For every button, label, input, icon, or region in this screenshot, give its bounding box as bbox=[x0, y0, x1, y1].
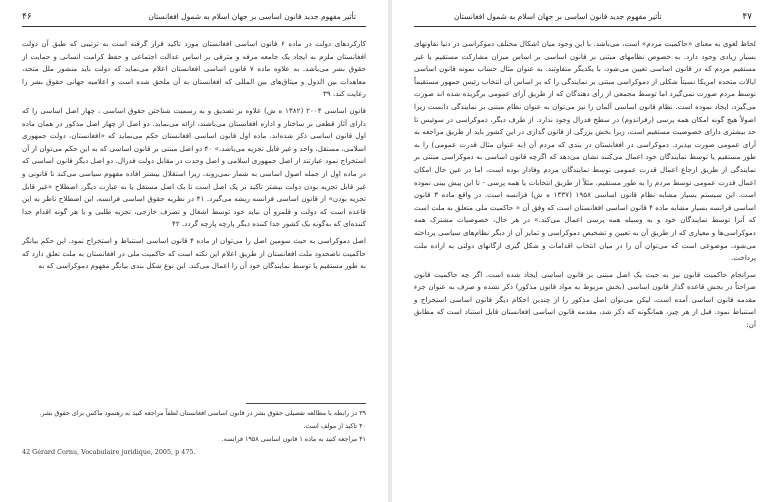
right-body-text bbox=[414, 38, 756, 336]
left-body-text bbox=[22, 38, 366, 277]
right-page-header bbox=[392, 11, 782, 23]
left-header-rule bbox=[22, 26, 366, 27]
left-page-number: ۴۶ bbox=[22, 12, 32, 22]
footnote-39: ۳۹ در رابطه با مطالعه تفصیلی حقوق بشر در قانون اساسی افغانستان لطفاً مراجعه کنید به رهنمود ماکس برای حقوق بشر. bbox=[39, 409, 366, 417]
left-footnotes bbox=[22, 408, 366, 460]
right-header-title: تأثیر مفهوم جدید قانون اساسی بر جهان اسلام به شمول افغانستان bbox=[454, 12, 662, 21]
right-page-number: ۴۷ bbox=[742, 12, 752, 22]
footnote-41: ۴۱ مراجعه کنید به ماده ۱ قانون اساسی ۱۹۵۸ فرانسه. bbox=[221, 435, 366, 443]
left-paragraph-2: قانون اساسی ۲۰۰۴ (۱۳۸۲ ه ش) علاوه بر تصدیق و به رسمیت شناختن حقوق اساسی ، چهار اصل اساسی را که دارای آثار قطعی بر ساختار و اداره افغانستان می‌باشند، ارائه می‌نماید. دو اصل از چهار اصل مذکور در همان ماده اول قانون اساسی ذکر شده‌اند. ماده اول قانون اساسی افغانستان حکم می‌نماید که «افغانستان، دولت جمهوری اسلامی، مستقل، واحد و غیر قابل تجزیه می‌باشد.» ۴۰ دو اصل مبتنی بر قانون اساسی که به این حکم می‌توان از آن استخراج نمود عبارتند از اصل جمهوری اسلامی و اصل وحدت در مقابل دولت فدرال. دو اصل دیگر قانون اساسی که در ماده اول از جمله اصول اساسی به شمار نمی‌روند، زیرا استقلال بیشتر افاده مفهوم سیاسی می‌کند تا قانونی و غیر قابل تجزیه بودن دولت بیشتر تاکید بر یک اصل است تا یک اصل مستقل یا به عبارت دیگر، اصطلاح «غیر قابل تجزیه بودن» از قانون اساسی فرانسه ریشه می‌گیرد. ۴۱ در نظریه حقوق اساسی فرانسه، این اصطلاح ناظر به این قاعده است که دولت و قلمرو آن نباید خود توسط اشغال و تصرف خارجی، تجزیه طلبی و یا هر گونه اقدام جدا کننده‌ای که به‌گونه یک کشور جدا کننده دیگر پارچه پارچه گردد. ۴۲ bbox=[22, 105, 367, 229]
left-page bbox=[0, 0, 388, 502]
right-paragraph-1: لحاظ لغوی به معنای «حاکمیت مردم» است، می‌باشد. با این وجود میان اشکال مختلف دموکراسی در دنیا تفاوتهای بسیار زیادی وجود دارد. به خصوص نظامهای مبتنی بر قانون اساسی بر اساس میزان مشارکت مستقیم یا غیر مستقیم مردم که در قانون اساسی تعیین می‌شود، با یکدیگر متفاوتند. به عنوان مثال حساب نمونه قانون اساسی ایالات متحده امریکا نسبتاً شکلی از دموکراسی مبتنی بر نمایندگی را که بر اساس آن انتخاب رئیس جمهور مستقیماً توسط مردم صورت نمی‌گیرد اما توسط مجمعی از رأی دهندگان که از طریق آرای عمومی برگزیده شده اند صورت می‌گیرد، ایجاد نموده است. نظام قانون اساسی آلمان را نیز می‌توان به عنوان نظام مبتنی بر نمایندگی دانست زیرا اصولاً هیچ گونه امکان همه پرسی (رفراندوم) در سطح فدرال وجود ندارد. از طرف دیگر، دموکراسی در سوئیس تا حد بیشتری دارای خصوصیت مستقیم است، زیرا بخش بزرگی از قانون گذاری در این کشور باید از طریق مراجعه به آرای عمومی صورت بپذیرد. دموکراسی در افغانستان در بندی که مردم آن (به عنوان مثال قدرت عمومی) را به طور مستقیم یا توسط نمایندگان خود اعمال می‌کنند نشان می‌دهد که اگرچه قانون اساسی به دموکراسی مبتنی بر نمایندگی از طریق ارجاع اعمال قدرت عمومی توسط نمایندگان مردم وفادار بوده است، اما در عین حال امکان اعمال قدرت عمومی توسط مردم را به طور مستقیم، مثلاً از طریق انتخابات یا همه پرسی - تا این پیش بینی نموده است. این سیستم بسیار مشابه نظام قانون اساسی ۱۹۵۸ (۱۳۳۷ ه ش) فرانسه است. در واقع ماده ۳ قانون اساسی فرانسه بسیار مشابه ماده ۴ قانون اساسی افغانستان است که وفق آن « حاکمیت ملی متعلق به ملت است که آنرا توسط نمایندگان خود و به وسیله همه پرسی اعمال می‌کند.» در هر حال، خصوصیات مشترک همه دموکراسی‌ها و معیاری که از طریق آن به تعیین و تشخیص دموکراسی و تمایز آن از دیگر نظام‌های سیاسی پرداخته می‌شود، موضوعی است که می‌توان آن را در میان انتخاب اقدامات و شکل گیری ارگانهای دولتی به اراده ملت پرداخت. bbox=[414, 39, 756, 263]
left-page-header bbox=[0, 11, 388, 23]
right-paragraph-2: سرانجام حاکمیت قانون نیز به حیث یک اصل مبتنی بر قانون اساسی ایجاد شده است. اگر چه حاکمیت قانون صراحتاً در بخش قاعده گذار قانون اساسی (بخش مربوط به مواد قانون مذکور) ذکر نشده و صرف به عنوان جزء مقدمه قانون اساسی آمده است، لیکن می‌توان اصل مذکور را از چندین احکام دیگر قانون اساسی استخراج و استنباط نمود. قبل از هر چیز، همانگونه که ذکر شد، مقدمه قانون اساسی افغانستان قابل استناد است که مطابق آن: bbox=[414, 269, 756, 330]
right-header-rule bbox=[414, 26, 756, 27]
left-footnote-rule bbox=[246, 403, 366, 404]
left-header-title: تأثیر مفهوم جدید قانون اساسی بر جهان اسلام به شمول افغانستان bbox=[148, 12, 356, 21]
footnote-40: ۴۰ تاکید از مولف است. bbox=[303, 422, 366, 430]
right-page bbox=[392, 0, 782, 502]
footnote-42: 42 Gérard Cornu, Vocabulaire juridique, 2005, p 475. bbox=[22, 448, 196, 456]
left-paragraph-3: اصل دموکراسی به حیث سومین اصل را می‌توان از ماده ۴ قانون اساسی استنباط و استخراج نمود. این حکم بیانگر حاکمیت ناصحدود ملت افغانستان از طریق اعلام این نکته است که حاکمیت ملی در افغانستان به ملت تعلق دارد که به طور مستقیم یا توسط نمایندگان خود آن را اعمال می‌کند. این نوع شکل بندی بیانگر مفهوم دموکراسی که به bbox=[22, 235, 366, 271]
left-paragraph-1: کارکردهای دولت در ماده ۶ قانون اساسی افغانستان مورد تاکید قرار گرفته است به ترتیبی که طبق آن دولت افغانستان ملزم به ایجاد یک جامعه مرفه و مترقی بر اساس عدالت اجتماعی و حفظ کرامت انسانی و حمایت از حقوق بشر می‌باشد. به علاوه ماده ۷ قانون اساسی افغانستان اعلام می‌نماید که دولت باید منشور ملل متحد، معاهدات بین الدول و میثاق‌های بین المللی که افغانستان به آن ملحق شده است و اعلامیه جهانی حقوق بشر را رعایت کند. ۳۹ bbox=[22, 39, 366, 99]
